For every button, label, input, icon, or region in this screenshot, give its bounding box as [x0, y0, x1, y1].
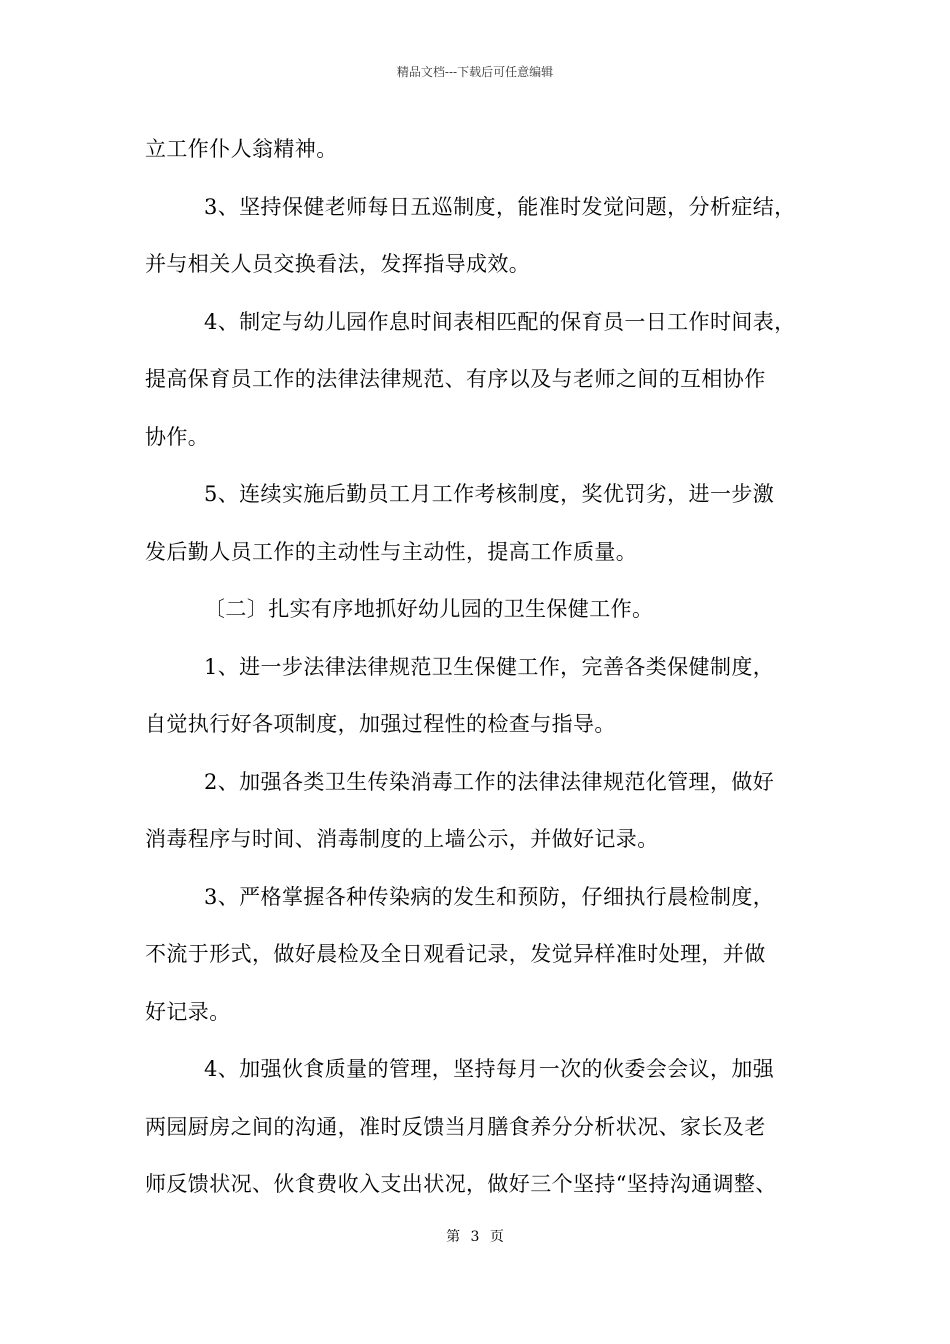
text-line-16: 好记录。 — [145, 999, 231, 1024]
text-line-19: 师反馈状况、伙食费收入支出状况，做好三个坚持“坚持沟通调整、 — [145, 1172, 777, 1196]
page-footer — [0, 1228, 950, 1246]
text-line-4: 4、制定与幼儿园作息时间表相匹配的保育员一日工作时间表， — [204, 309, 796, 334]
text-line-18: 两园厨房之间的沟通，准时反馈当月膳食养分分析状况、家长及老 — [145, 1114, 766, 1139]
text-line-10: 1、进一步法律法律规范卫生保健工作，完善各类保健制度， — [204, 654, 775, 679]
text-line-5: 提高保育员工作的法律法律规范、有序以及与老师之间的互相协作 — [145, 367, 766, 391]
text-line-17: 4、加强伙食质量的管理，坚持每月一次的伙委会会议，加强 — [204, 1057, 775, 1081]
text-line-7: 5、连续实施后勤员工月工作考核制度，奖优罚劣，进一步激 — [204, 482, 775, 506]
text-line-15: 不流于形式，做好晨检及全日观看记录，发觉异样准时处理，并做 — [145, 942, 766, 966]
page-header: 精品文档---下载后可任意编辑 — [396, 65, 554, 79]
document-body — [145, 129, 810, 1222]
text-line-14: 3、严格掌握各种传染病的发生和预防，仔细执行晨检制度， — [204, 884, 775, 909]
text-line-11: 自觉执行好各项制度，加强过程性的检查与指导。 — [145, 712, 616, 736]
text-line-2: 3、坚持保健老师每日五巡制度，能准时发觉问题，分析症结， — [204, 194, 796, 219]
text-line-1: 立工作仆人翁精神。 — [145, 137, 338, 161]
text-line-8: 发后勤人员工作的主动性与主动性，提高工作质量。 — [145, 539, 638, 564]
text-line-12: 2、加强各类卫生传染消毒工作的法律法律规范化管理，做好 — [204, 769, 775, 794]
page-label-prefix: 第 — [446, 1229, 461, 1245]
page-label-suffix: 页 — [489, 1229, 504, 1245]
text-line-3: 并与相关人员交换看法，发挥指导成效。 — [145, 252, 531, 276]
text-line-13: 消毒程序与时间、消毒制度的上墙公示，并做好记录。 — [145, 827, 659, 851]
page-number: 3 — [470, 1229, 480, 1245]
text-line-6: 协作。 — [145, 424, 210, 449]
section-heading: 〔二〕扎实有序地抓好幼儿园的卫生保健工作。 — [204, 597, 654, 621]
